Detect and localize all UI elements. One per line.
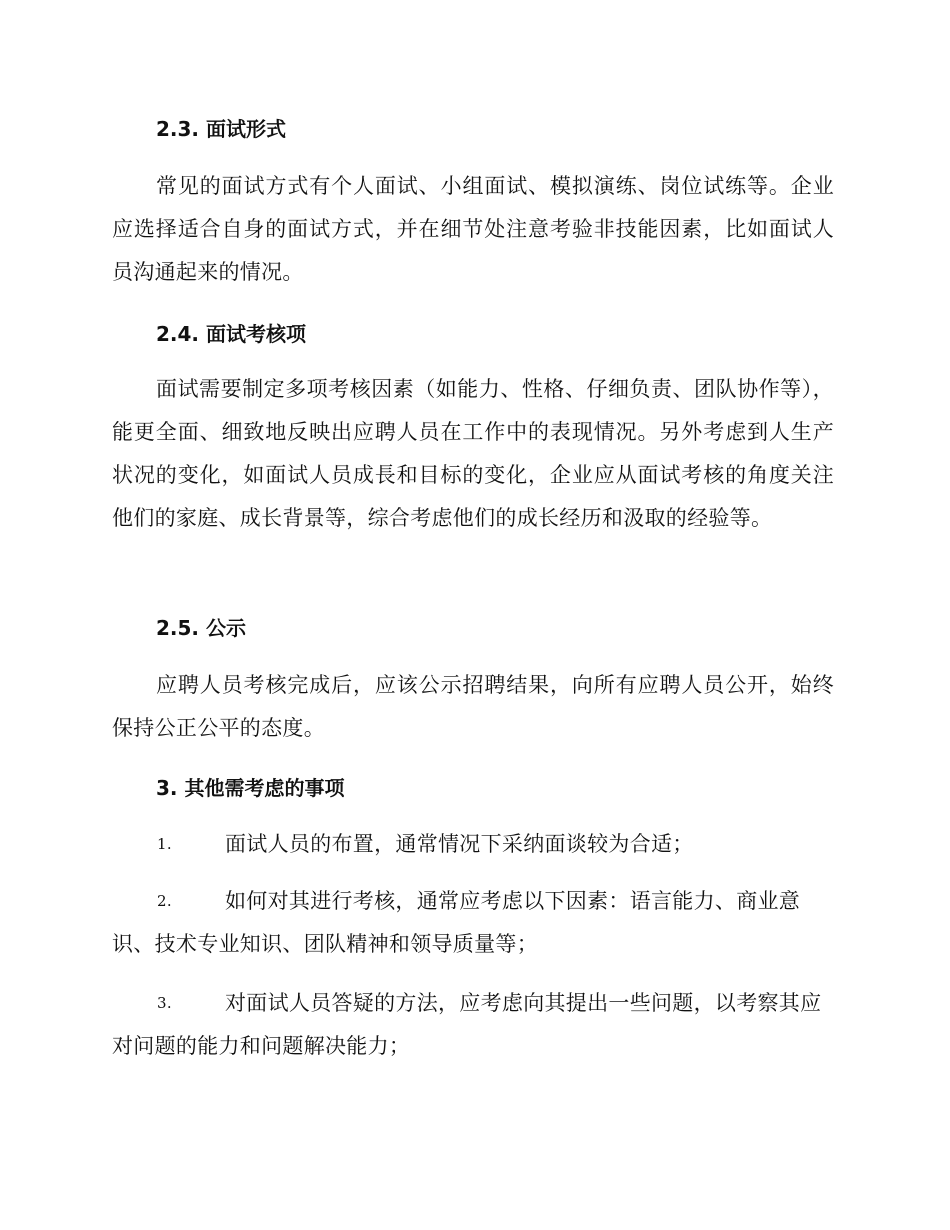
list-number: 1. xyxy=(157,835,172,853)
section-paragraph-2-5: 应聘人员考核完成后，应该公示招聘结果，向所有应聘人员公开，始终保持公正公平的态度。 xyxy=(112,673,834,740)
list-item-text: 如何对其进行考核，通常应考虑以下因素：语言能力、商业意 xyxy=(225,889,801,913)
section-heading-3: 3. 其他需考虑的事项 xyxy=(156,776,345,800)
list-item-1 xyxy=(112,823,834,866)
section-heading-2-5: 2.5. 公示 xyxy=(156,616,246,640)
section-heading-2-3: 2.3. 面试形式 xyxy=(156,117,286,141)
section-heading-2-4: 2.4. 面试考核项 xyxy=(156,322,306,346)
list-number: 3. xyxy=(157,994,172,1012)
section-paragraph-2-3: 常见的面试方式有个人面试、小组面试、模拟演练、岗位试练等。企业应选择适合自身的面试方式，并在细节处注意考验非技能因素，比如面试人员沟通起来的情况。 xyxy=(112,174,834,284)
list-item-text: 对面试人员答疑的方法，应考虑向其提出一些问题，以考察其应 xyxy=(225,991,822,1015)
list-item-text-continued: 对问题的能力和问题解决能力； xyxy=(112,1034,411,1058)
list-item-3 xyxy=(112,982,834,1068)
list-number: 2. xyxy=(157,892,172,910)
list-item-2 xyxy=(112,880,834,966)
list-item-text-continued: 识、技术专业知识、团队精神和领导质量等； xyxy=(112,932,538,956)
section-paragraph-2-4: 面试需要制定多项考核因素（如能力、性格、仔细负责、团队协作等），能更全面、细致地反映出应聘人员在工作中的表现情况。另外考虑到人生产状况的变化，如面试人员成長和目标的变化，企业应从面试考核的角度关注他们的家庭、成长背景等，综合考虑他们的成长经历和汲取的经验等。 xyxy=(112,377,834,530)
list-item-text: 面试人员的布置，通常情况下采纳面谈较为合适； xyxy=(225,832,694,856)
